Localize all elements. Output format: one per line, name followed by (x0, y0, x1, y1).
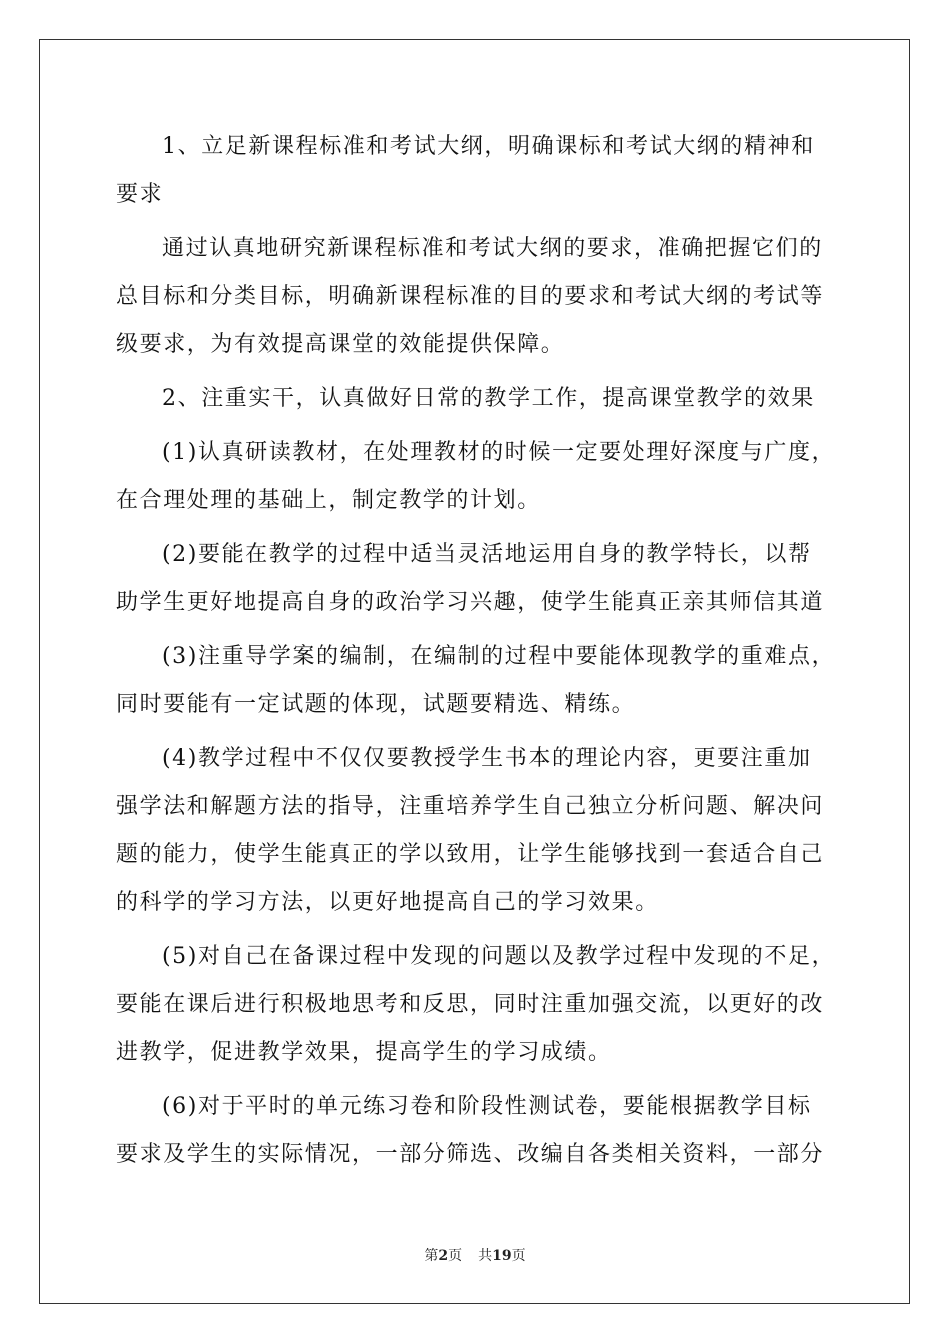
text-line: 总目标和分类目标，明确新课程标准的目的要求和考试大纲的考试等 (116, 284, 825, 309)
text-line: 2、注重实干，认真做好日常的教学工作，提高课堂教学的效果 (162, 386, 815, 411)
text-line: 要求 (116, 182, 164, 207)
page-prefix: 第 (424, 1248, 439, 1264)
page-suffix: 页 (448, 1248, 463, 1264)
paragraph (116, 735, 838, 927)
paragraph (116, 375, 838, 423)
text-line: 助学生更好地提高自身的政治学习兴趣，使学生能真正亲其师信其道 (116, 590, 825, 615)
text-line: (4)教学过程中不仅仅要教授学生书本的理论内容，更要注重加 (162, 746, 812, 771)
text-line: (6)对于平时的单元练习卷和阶段性测试卷，要能根据教学目标 (162, 1094, 812, 1119)
text-line: 同时要能有一定试题的体现，试题要精选、精练。 (116, 692, 636, 717)
paragraph (116, 123, 838, 219)
text-line: (3)注重导学案的编制，在编制的过程中要能体现教学的重难点， (162, 644, 836, 669)
page-number: 2 (438, 1248, 449, 1264)
paragraph (116, 225, 838, 369)
text-line: 通过认真地研究新课程标准和考试大纲的要求，准确把握它们的 (162, 236, 823, 261)
total-suffix: 页 (511, 1248, 526, 1264)
paragraph (116, 429, 838, 525)
page-footer (0, 1246, 950, 1266)
paragraph (116, 531, 838, 627)
paragraph (116, 1083, 838, 1179)
total-pages: 19 (492, 1248, 512, 1264)
text-line: (5)对自己在备课过程中发现的问题以及教学过程中发现的不足， (162, 944, 836, 969)
text-line: 在合理处理的基础上，制定教学的计划。 (116, 488, 541, 513)
text-line: 要能在课后进行积极地思考和反思，同时注重加强交流，以更好的改 (116, 992, 825, 1017)
text-line: 题的能力，使学生能真正的学以致用，让学生能够找到一套适合自己 (116, 842, 825, 867)
paragraph (116, 633, 838, 729)
text-line: (2)要能在教学的过程中适当灵活地运用自身的教学特长，以帮 (162, 542, 812, 567)
text-line: 的科学的学习方法，以更好地提高自己的学习效果。 (116, 890, 659, 915)
text-line: (1)认真研读教材，在处理教材的时候一定要处理好深度与广度， (162, 440, 836, 465)
paragraph (116, 933, 838, 1077)
text-line: 1、立足新课程标准和考试大纲，明确课标和考试大纲的精神和 (162, 134, 815, 159)
text-line: 进教学，促进教学效果，提高学生的学习成绩。 (116, 1040, 612, 1065)
document-body (116, 123, 838, 1179)
text-line: 强学法和解题方法的指导，注重培养学生自己独立分析问题、解决问 (116, 794, 825, 819)
total-prefix: 共 (478, 1248, 493, 1264)
text-line: 级要求，为有效提高课堂的效能提供保障。 (116, 332, 565, 357)
text-line: 要求及学生的实际情况，一部分筛选、改编自各类相关资料，一部分 (116, 1142, 825, 1167)
